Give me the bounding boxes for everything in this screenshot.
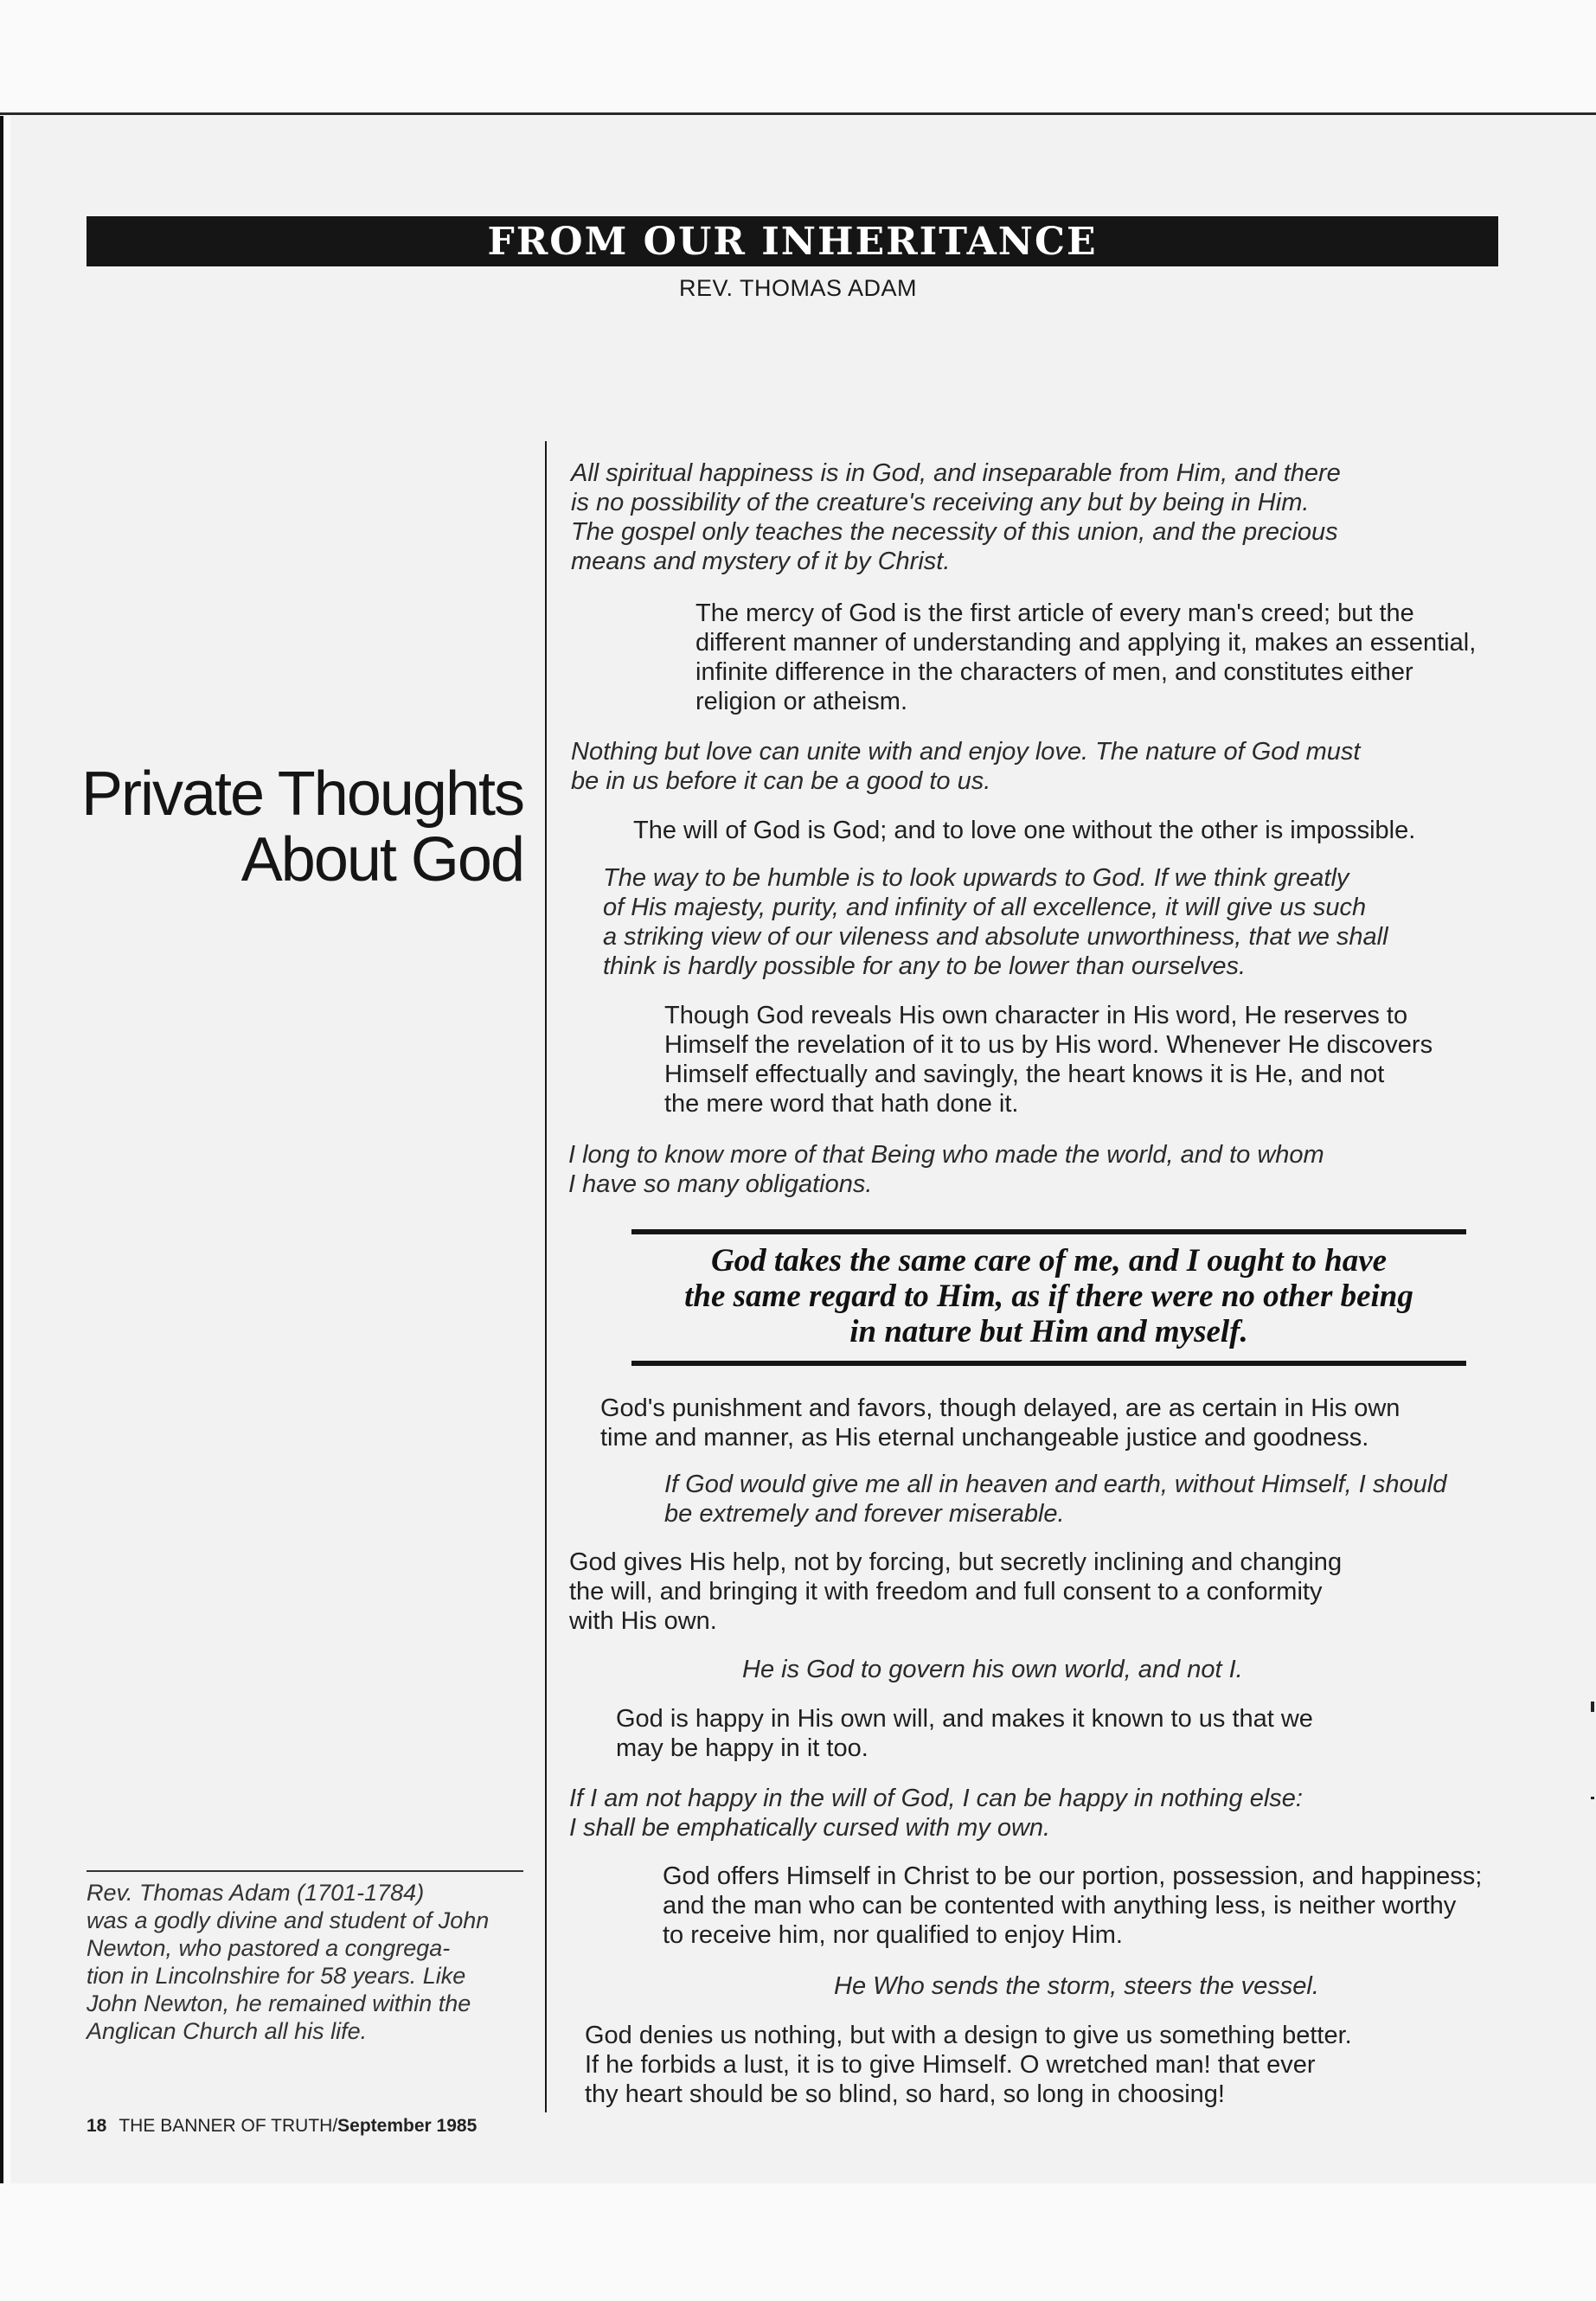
quote bbox=[663, 1862, 1482, 1950]
article-title bbox=[81, 761, 523, 893]
quote-line: may be happy in it too. bbox=[616, 1734, 869, 1762]
quote bbox=[568, 1140, 1324, 1199]
issue-date: September 1985 bbox=[337, 2116, 478, 2136]
scan-mark bbox=[1591, 1702, 1594, 1712]
quote-line: If God would give me all in heaven and earth, without Himself, I should bbox=[664, 1471, 1447, 1498]
quote-line: be in us before it can be a good to us. bbox=[571, 767, 991, 795]
quote bbox=[603, 863, 1388, 981]
quote bbox=[600, 1394, 1400, 1452]
quote-line: religion or atheism. bbox=[695, 688, 907, 715]
quote bbox=[585, 2021, 1352, 2109]
quote-line: The mercy of God is the first article of every man's creed; but the bbox=[695, 599, 1414, 627]
bio-line: Anglican Church all his life. bbox=[87, 2018, 368, 2044]
quote-line: is no possibility of the creature's receiving any but by being in Him. bbox=[571, 489, 1310, 516]
quote-line: God offers Himself in Christ to be our portion, possession, and happiness; bbox=[663, 1862, 1483, 1890]
bio-line: tion in Lincolnshire for 58 years. Like bbox=[87, 1963, 466, 1989]
bio-divider bbox=[87, 1870, 523, 1872]
quote-line: Himself the revelation of it to us by His word. Whenever He discovers bbox=[664, 1031, 1433, 1059]
pull-quote-line: in nature but Him and myself. bbox=[849, 1314, 1248, 1349]
column-divider bbox=[545, 441, 547, 2112]
quote-line: Himself effectually and savingly, the heart knows it is He, and not bbox=[664, 1061, 1385, 1088]
quote-line: I long to know more of that Being who made the world, and to whom bbox=[568, 1141, 1324, 1169]
quote bbox=[633, 816, 1415, 845]
quote-line: God denies us nothing, but with a design to give us something better. bbox=[585, 2022, 1352, 2049]
quote bbox=[664, 1470, 1446, 1529]
quote-line: Though God reveals His own character in His word, He reserves to bbox=[664, 1002, 1408, 1029]
publication-name: THE BANNER OF TRUTH/ bbox=[119, 2116, 338, 2136]
quote-line: The gospel only teaches the necessity of this union, and the precious bbox=[571, 518, 1338, 546]
quote-line: means and mystery of it by Christ. bbox=[571, 548, 951, 575]
quote-line: a striking view of our vileness and absolute unworthiness, that we shall bbox=[603, 923, 1388, 951]
quote-line: thy heart should be so blind, so hard, so long in choosing! bbox=[585, 2080, 1225, 2108]
quote bbox=[571, 458, 1341, 576]
quote-line: Nothing but love can unite with and enjoy love. The nature of God must bbox=[571, 738, 1361, 766]
author-byline: REV. THOMAS ADAM bbox=[678, 275, 918, 301]
quote-line: time and manner, as His eternal unchangeable justice and goodness. bbox=[600, 1424, 1369, 1452]
quote-line: God's punishment and favors, though delayed, are as certain in His own bbox=[600, 1394, 1401, 1422]
quote-line: I have so many obligations. bbox=[568, 1170, 873, 1198]
quote bbox=[571, 737, 1360, 796]
quote bbox=[569, 1784, 1303, 1843]
page-left-edge bbox=[0, 116, 3, 2183]
quote bbox=[616, 1704, 1313, 1763]
quote-line: The way to be humble is to look upwards to God. If we think greatly bbox=[603, 864, 1349, 892]
bio-line: John Newton, he remained within the bbox=[87, 1990, 471, 2016]
page-number: 18 bbox=[87, 2116, 107, 2136]
quote-line: If I am not happy in the will of God, I can be happy in nothing else: bbox=[569, 1785, 1303, 1812]
quote-line: I shall be emphatically cursed with my own. bbox=[569, 1814, 1051, 1842]
quote-line: be extremely and forever miserable. bbox=[664, 1500, 1065, 1528]
pull-quote-line: God takes the same care of me, and I ought to have bbox=[710, 1243, 1388, 1279]
pull-quote-line: the same regard to Him, as if there were no other being bbox=[684, 1279, 1413, 1314]
quote-line: think is hardly possible for any to be lower than ourselves. bbox=[603, 952, 1247, 980]
quote-line: If he forbids a lust, it is to give Himself. O wretched man! that ever bbox=[585, 2051, 1316, 2079]
pull-quote-bottom-rule bbox=[631, 1361, 1466, 1366]
quote-line: different manner of understanding and applying it, makes an essential, bbox=[695, 629, 1477, 657]
author-bio bbox=[87, 1879, 528, 2045]
pull-quote bbox=[631, 1243, 1466, 1349]
quote-line: He Who sends the storm, steers the vessel. bbox=[834, 1972, 1319, 2000]
quote-line: to receive him, nor qualified to enjoy Him. bbox=[663, 1921, 1123, 1949]
bio-line: was a godly divine and student of John bbox=[87, 1907, 490, 1933]
bio-line: Newton, who pastored a congrega- bbox=[87, 1935, 451, 1961]
quote-line: with His own. bbox=[569, 1607, 717, 1635]
quote bbox=[569, 1548, 1342, 1636]
quote-line: God is happy in His own will, and makes it known to us that we bbox=[616, 1705, 1313, 1733]
bio-line: Rev. Thomas Adam (1701-1784) bbox=[87, 1880, 425, 1906]
article-title-line: Private Thoughts bbox=[81, 760, 523, 829]
quote bbox=[695, 599, 1476, 716]
quote bbox=[834, 1971, 1319, 2001]
section-title: FROM OUR INHERITANCE bbox=[487, 219, 1098, 264]
quote-line: the will, and bringing it with freedom and full consent to a conformity bbox=[569, 1578, 1323, 1606]
pull-quote-top-rule bbox=[631, 1229, 1466, 1234]
quote-line: God gives His help, not by forcing, but secretly inclining and changing bbox=[569, 1548, 1343, 1576]
scan-mark bbox=[1591, 1797, 1594, 1799]
page-footer bbox=[87, 2116, 477, 2137]
section-banner bbox=[87, 216, 1498, 266]
quote-line: of His majesty, purity, and infinity of all excellence, it will give us such bbox=[603, 894, 1367, 921]
quote-line: The will of God is God; and to love one without the other is impossible. bbox=[633, 817, 1416, 844]
quote-line: and the man who can be contented with anything less, is neither worthy bbox=[663, 1892, 1457, 1920]
quote-line: infinite difference in the characters of men, and constitutes either bbox=[695, 658, 1413, 686]
quote bbox=[664, 1001, 1433, 1118]
article-title-line: About God bbox=[240, 825, 523, 894]
quote-line: the mere word that hath done it. bbox=[664, 1090, 1019, 1118]
quote bbox=[742, 1655, 1243, 1684]
page-top-edge bbox=[0, 112, 1596, 115]
quote-line: All spiritual happiness is in God, and inseparable from Him, and there bbox=[571, 459, 1341, 487]
quote-line: He is God to govern his own world, and not I. bbox=[742, 1656, 1243, 1683]
